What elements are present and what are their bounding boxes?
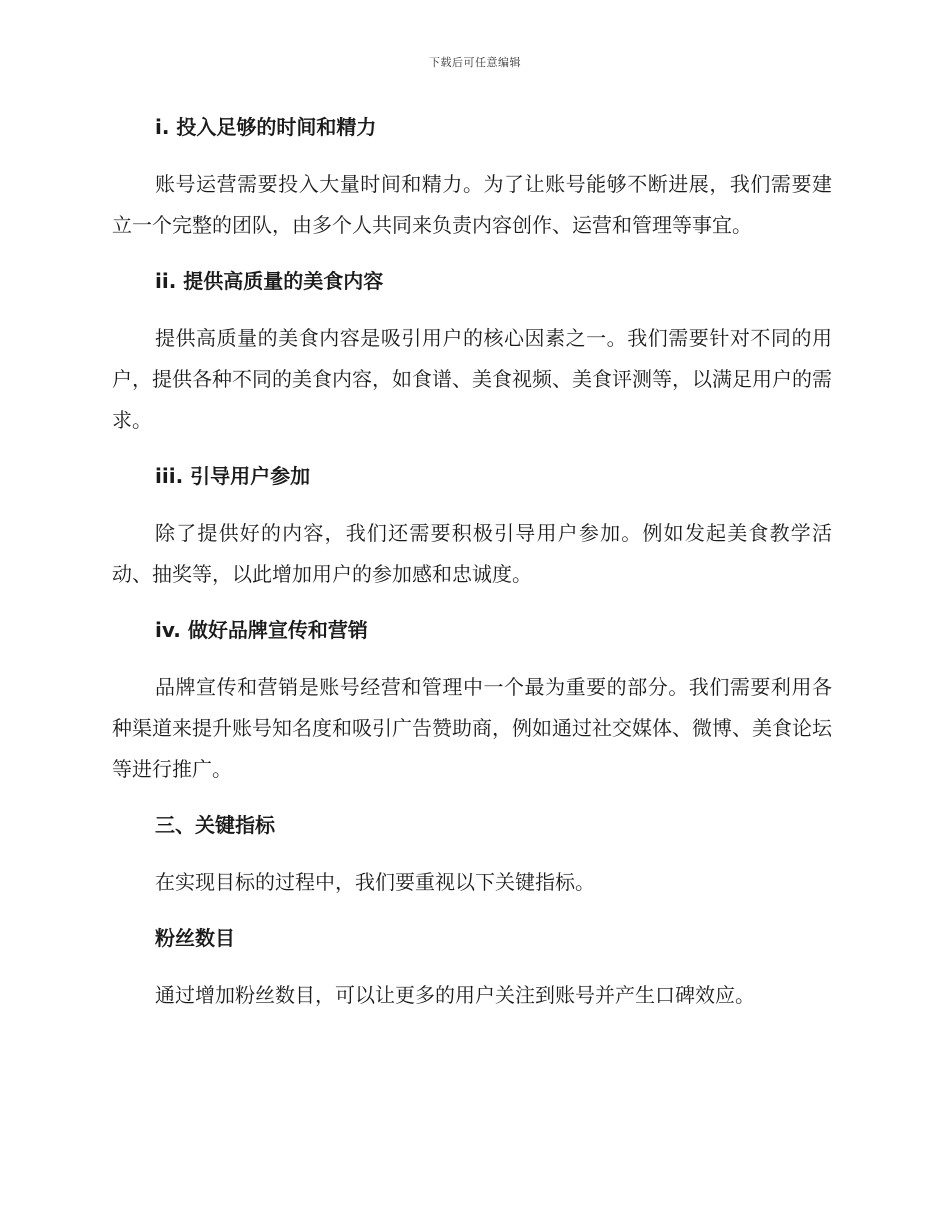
section-heading-quality-content: ii. 提供高质量的美食内容	[155, 269, 384, 293]
section-paragraph-time-effort: 账号运营需要投入大量时间和精力。为了让账号能够不断进展，我们需要建立一个完整的团队，由多个人共同来负责内容创作、运营和管理等事宜。	[112, 172, 832, 237]
section-paragraph-quality-content: 提供高质量的美食内容是吸引用户的核心因素之一。我们需要针对不同的用户，提供各种不同的美食内容，如食谱、美食视频、美食评测等，以满足用户的需求。	[112, 326, 832, 432]
section-paragraph-follower-count: 通过增加粉丝数目，可以让更多的用户关注到账号并产生口碑效应。	[155, 983, 755, 1007]
page-header: 下载后可任意编辑	[429, 56, 521, 69]
section-heading-time-effort: i. 投入足够的时间和精力	[155, 115, 377, 139]
section-paragraph-brand-marketing: 品牌宣传和营销是账号经营和管理中一个最为重要的部分。我们需要利用各种渠道来提升账号知名度和吸引广告赞助商，例如通过社交媒体、微博、美食论坛等进行推广。	[112, 675, 832, 781]
section-heading-key-metrics: 三、关键指标	[155, 813, 275, 837]
section-heading-brand-marketing: iv. 做好品牌宣传和营销	[155, 618, 368, 642]
section-heading-follower-count: 粉丝数目	[155, 926, 235, 950]
section-paragraph-key-metrics: 在实现目标的过程中，我们要重视以下关键指标。	[155, 870, 595, 894]
document-body	[112, 112, 832, 1016]
section-paragraph-user-participation: 除了提供好的内容，我们还需要积极引导用户参加。例如发起美食教学活动、抽奖等，以此增加用户的参加感和忠诚度。	[112, 521, 832, 586]
section-heading-user-participation: iii. 引导用户参加	[155, 464, 311, 488]
